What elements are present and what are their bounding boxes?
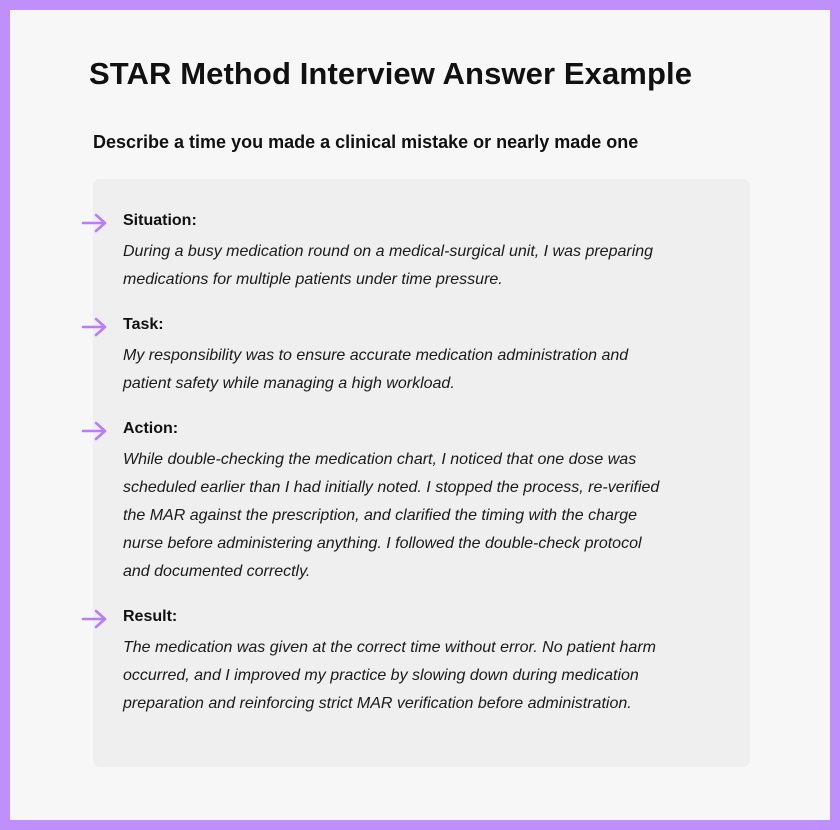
content-card [10,10,830,820]
section-label: Situation: [123,212,197,229]
section-label: Task: [123,316,164,333]
section-label: Result: [123,608,178,625]
arrow-right-icon [81,608,109,630]
section-label: Action: [123,420,179,437]
section-text: While double-checking the medication chart, I noticed that one dose was scheduled earlier than I had initially noted. I stopped the process, re-verified the MAR against the prescription, and clarified the timing with the charge nurse before administering anything. I followed the double-check protocol and documented correctly. [123,451,660,580]
interview-question: Describe a time you made a clinical mistake or nearly made one [93,132,639,152]
section-text: During a busy medication round on a medical-surgical unit, I was preparing medications for multiple patients under time pressure. [123,243,654,288]
answer-panel [93,179,750,767]
section-text: The medication was given at the correct time without error. No patient harm occurred, and I improved my practice by slowing down during medication preparation and reinforcing strict MAR verification before administration. [123,639,656,712]
section-text: My responsibility was to ensure accurate medication administration and patient safety while managing a high workload. [123,347,629,392]
arrow-right-icon [81,420,109,442]
arrow-right-icon [81,212,109,234]
page-title: STAR Method Interview Answer Example [89,56,693,91]
arrow-right-icon [81,316,109,338]
